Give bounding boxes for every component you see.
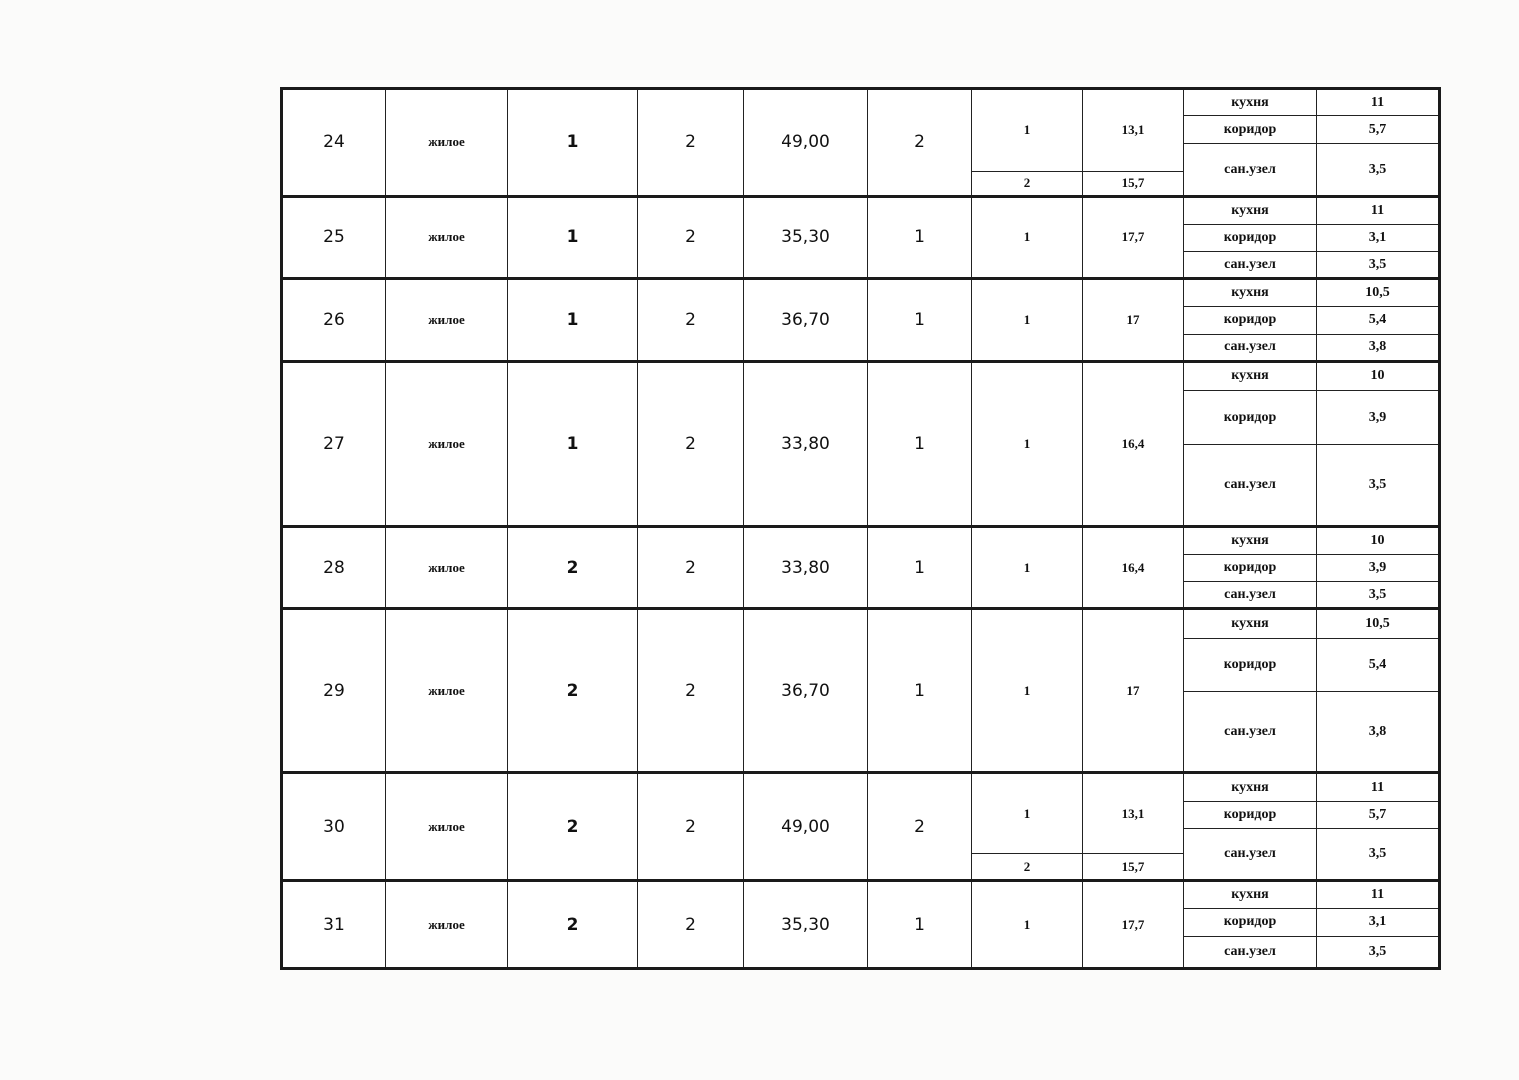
rooms-count: 1 bbox=[868, 196, 972, 279]
column-4-value: 2 bbox=[638, 609, 744, 773]
aux-room-name: коридор bbox=[1184, 555, 1317, 582]
table-row bbox=[282, 609, 1440, 638]
aux-room-area: 3,1 bbox=[1317, 224, 1440, 251]
aux-room-name: коридор bbox=[1184, 116, 1317, 144]
apartment-type: жилое bbox=[386, 609, 508, 773]
room-area: 13,1 bbox=[1083, 89, 1184, 172]
floor: 1 bbox=[508, 361, 638, 526]
rooms-count: 1 bbox=[868, 279, 972, 362]
aux-room-name: коридор bbox=[1184, 909, 1317, 936]
aux-room-name: кухня bbox=[1184, 196, 1317, 224]
floor: 2 bbox=[508, 773, 638, 881]
table-row bbox=[282, 526, 1440, 554]
aux-room-area: 3,9 bbox=[1317, 390, 1440, 444]
rooms-count: 2 bbox=[868, 89, 972, 197]
room-area: 16,4 bbox=[1083, 361, 1184, 526]
aux-room-name: коридор bbox=[1184, 307, 1317, 334]
aux-room-area: 11 bbox=[1317, 196, 1440, 224]
rooms-count: 1 bbox=[868, 361, 972, 526]
aux-room-area: 10,5 bbox=[1317, 609, 1440, 638]
aux-room-name: сан.узел bbox=[1184, 334, 1317, 361]
apartment-type: жилое bbox=[386, 279, 508, 362]
aux-room-name: сан.узел bbox=[1184, 828, 1317, 880]
aux-room-area: 3,5 bbox=[1317, 144, 1440, 196]
floor: 1 bbox=[508, 279, 638, 362]
aux-room-name: кухня bbox=[1184, 773, 1317, 801]
total-area: 35,30 bbox=[744, 881, 868, 969]
room-number: 1 bbox=[972, 609, 1083, 773]
room-number: 2 bbox=[972, 853, 1083, 880]
aux-room-name: коридор bbox=[1184, 638, 1317, 691]
apartment-type: жилое bbox=[386, 881, 508, 969]
aux-room-area: 3,5 bbox=[1317, 252, 1440, 279]
apartment-number: 27 bbox=[282, 361, 386, 526]
aux-room-name: сан.узел bbox=[1184, 936, 1317, 968]
aux-room-area: 5,4 bbox=[1317, 307, 1440, 334]
total-area: 36,70 bbox=[744, 609, 868, 773]
column-4-value: 2 bbox=[638, 881, 744, 969]
room-area: 15,7 bbox=[1083, 853, 1184, 880]
aux-room-area: 3,8 bbox=[1317, 334, 1440, 361]
room-area: 13,1 bbox=[1083, 773, 1184, 854]
room-area: 17 bbox=[1083, 279, 1184, 362]
aux-room-name: кухня bbox=[1184, 526, 1317, 554]
floor: 1 bbox=[508, 89, 638, 197]
aux-room-name: коридор bbox=[1184, 224, 1317, 251]
aux-room-area: 5,7 bbox=[1317, 116, 1440, 144]
room-number: 1 bbox=[972, 89, 1083, 172]
floor: 2 bbox=[508, 526, 638, 609]
aux-room-name: коридор bbox=[1184, 801, 1317, 828]
table-row bbox=[282, 881, 1440, 909]
column-4-value: 2 bbox=[638, 526, 744, 609]
floor: 2 bbox=[508, 609, 638, 773]
apartment-type: жилое bbox=[386, 361, 508, 526]
aux-room-area: 11 bbox=[1317, 881, 1440, 909]
apartment-type: жилое bbox=[386, 196, 508, 279]
room-area: 17,7 bbox=[1083, 196, 1184, 279]
apartment-type: жилое bbox=[386, 89, 508, 197]
apartment-type: жилое bbox=[386, 773, 508, 881]
room-area: 17 bbox=[1083, 609, 1184, 773]
rooms-count: 1 bbox=[868, 609, 972, 773]
aux-room-area: 10 bbox=[1317, 361, 1440, 390]
total-area: 49,00 bbox=[744, 89, 868, 197]
table-row bbox=[282, 279, 1440, 307]
aux-room-area: 11 bbox=[1317, 89, 1440, 116]
room-area: 17,7 bbox=[1083, 881, 1184, 969]
floor: 2 bbox=[508, 881, 638, 969]
apartment-number: 26 bbox=[282, 279, 386, 362]
table-row bbox=[282, 773, 1440, 801]
rooms-count: 1 bbox=[868, 881, 972, 969]
aux-room-area: 3,5 bbox=[1317, 445, 1440, 527]
column-4-value: 2 bbox=[638, 773, 744, 881]
apartment-number: 31 bbox=[282, 881, 386, 969]
aux-room-area: 3,5 bbox=[1317, 828, 1440, 880]
room-area: 15,7 bbox=[1083, 171, 1184, 196]
apartment-number: 30 bbox=[282, 773, 386, 881]
apartment-number: 29 bbox=[282, 609, 386, 773]
apartment-number: 28 bbox=[282, 526, 386, 609]
room-number: 2 bbox=[972, 171, 1083, 196]
total-area: 35,30 bbox=[744, 196, 868, 279]
table-row bbox=[282, 196, 1440, 224]
aux-room-name: сан.узел bbox=[1184, 445, 1317, 527]
table-row bbox=[282, 89, 1440, 116]
column-4-value: 2 bbox=[638, 89, 744, 197]
column-4-value: 2 bbox=[638, 361, 744, 526]
aux-room-name: сан.узел bbox=[1184, 144, 1317, 196]
aux-room-name: кухня bbox=[1184, 609, 1317, 638]
room-number: 1 bbox=[972, 881, 1083, 969]
apartment-number: 24 bbox=[282, 89, 386, 197]
total-area: 36,70 bbox=[744, 279, 868, 362]
aux-room-area: 10 bbox=[1317, 526, 1440, 554]
aux-room-area: 3,8 bbox=[1317, 691, 1440, 773]
aux-room-area: 11 bbox=[1317, 773, 1440, 801]
aux-room-name: кухня bbox=[1184, 279, 1317, 307]
room-number: 1 bbox=[972, 361, 1083, 526]
aux-room-area: 3,1 bbox=[1317, 909, 1440, 936]
aux-room-area: 5,7 bbox=[1317, 801, 1440, 828]
aux-room-name: сан.узел bbox=[1184, 252, 1317, 279]
aux-room-name: коридор bbox=[1184, 390, 1317, 444]
room-number: 1 bbox=[972, 196, 1083, 279]
apartment-table bbox=[280, 87, 1441, 970]
aux-room-name: сан.узел bbox=[1184, 691, 1317, 773]
aux-room-area: 5,4 bbox=[1317, 638, 1440, 691]
apartment-type: жилое bbox=[386, 526, 508, 609]
floor: 1 bbox=[508, 196, 638, 279]
total-area: 33,80 bbox=[744, 361, 868, 526]
column-4-value: 2 bbox=[638, 279, 744, 362]
aux-room-area: 10,5 bbox=[1317, 279, 1440, 307]
total-area: 33,80 bbox=[744, 526, 868, 609]
room-area: 16,4 bbox=[1083, 526, 1184, 609]
aux-room-area: 3,5 bbox=[1317, 936, 1440, 968]
room-number: 1 bbox=[972, 279, 1083, 362]
aux-room-name: сан.узел bbox=[1184, 582, 1317, 609]
rooms-count: 2 bbox=[868, 773, 972, 881]
room-number: 1 bbox=[972, 773, 1083, 854]
aux-room-name: кухня bbox=[1184, 881, 1317, 909]
rooms-count: 1 bbox=[868, 526, 972, 609]
aux-room-name: кухня bbox=[1184, 89, 1317, 116]
aux-room-area: 3,9 bbox=[1317, 555, 1440, 582]
column-4-value: 2 bbox=[638, 196, 744, 279]
total-area: 49,00 bbox=[744, 773, 868, 881]
apartment-number: 25 bbox=[282, 196, 386, 279]
aux-room-name: кухня bbox=[1184, 361, 1317, 390]
room-number: 1 bbox=[972, 526, 1083, 609]
aux-room-area: 3,5 bbox=[1317, 582, 1440, 609]
table-row bbox=[282, 361, 1440, 390]
